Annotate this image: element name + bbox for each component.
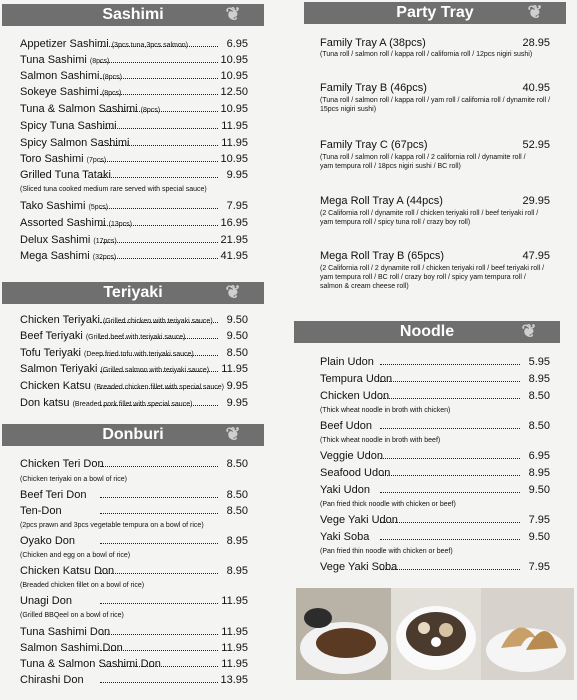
- fish-icon: ❦: [225, 4, 241, 24]
- item-description: (2 California roll / 2 dynamite roll / chicken teriyaki roll / beef teriyaki roll /: [320, 265, 545, 272]
- item-description: (Chicken teriyaki on a bowl of rice): [20, 476, 127, 483]
- item-description: (Sliced tuna cooked medium rare served with special sauce): [20, 186, 207, 193]
- food-photo: [296, 588, 574, 680]
- noodle-header: Noodle ❦: [294, 321, 560, 343]
- item-description: (2 California roll / dynamite roll / chicken teriyaki roll / beef teriyaki roll /: [320, 210, 539, 217]
- food-photo-illustration: [296, 588, 574, 680]
- item-description: (Breaded chicken fillet on a bowl of rice): [20, 582, 145, 589]
- item-description: (2pcs prawn and 3pcs vegetable tempura on a bowl of rice): [20, 522, 204, 529]
- item-description: (Tuna roll / salmon roll / kappa roll / 2 california roll / dynamite roll /: [320, 154, 526, 161]
- donburi-header: Donburi ❦: [2, 424, 264, 446]
- fish-icon: ❦: [225, 282, 241, 302]
- sashimi-header: Sashimi ❦: [2, 4, 264, 26]
- item-description: (Pan fried thick noodle with chicken or beef): [320, 501, 456, 508]
- item-description: (Tuna roll / salmon roll / kappa roll / yam roll / california roll / dynamite roll /: [320, 97, 551, 104]
- item-description: (Chicken and egg on a bowl of rice): [20, 552, 131, 559]
- item-description: (Pan fried thin noodle with chicken or beef): [320, 548, 453, 555]
- party-tray-header: Party Tray ❦: [304, 2, 566, 24]
- item-description: (Grilled BBQeel on a bowl of rice): [20, 612, 124, 619]
- item-description: (Tuna roll / salmon roll / kappa roll / california roll / 12pcs nigiri sushi): [320, 51, 533, 58]
- fish-icon: ❦: [521, 321, 537, 341]
- item-description: 15pcs nigiri sushi): [320, 106, 377, 113]
- item-description: yam tempura roll / spicy tuna roll / crazy boy roll): [320, 219, 471, 226]
- item-description: yam tempura roll / 18pcs nigiri sushi / BC roll): [320, 163, 461, 170]
- item-description: (Thick wheat noodle in broth with beef): [320, 437, 441, 444]
- item-description: yam tempura roll / BC roll / crazy boy roll / spicy yam tempura roll /: [320, 274, 526, 281]
- item-description: salmon & cream cheese roll): [320, 283, 409, 290]
- fish-icon: ❦: [527, 2, 543, 22]
- item-description: (Thick wheat noodle in broth with chicken): [320, 407, 451, 414]
- teriyaki-header: Teriyaki ❦: [2, 282, 264, 304]
- fish-icon: ❦: [225, 424, 241, 444]
